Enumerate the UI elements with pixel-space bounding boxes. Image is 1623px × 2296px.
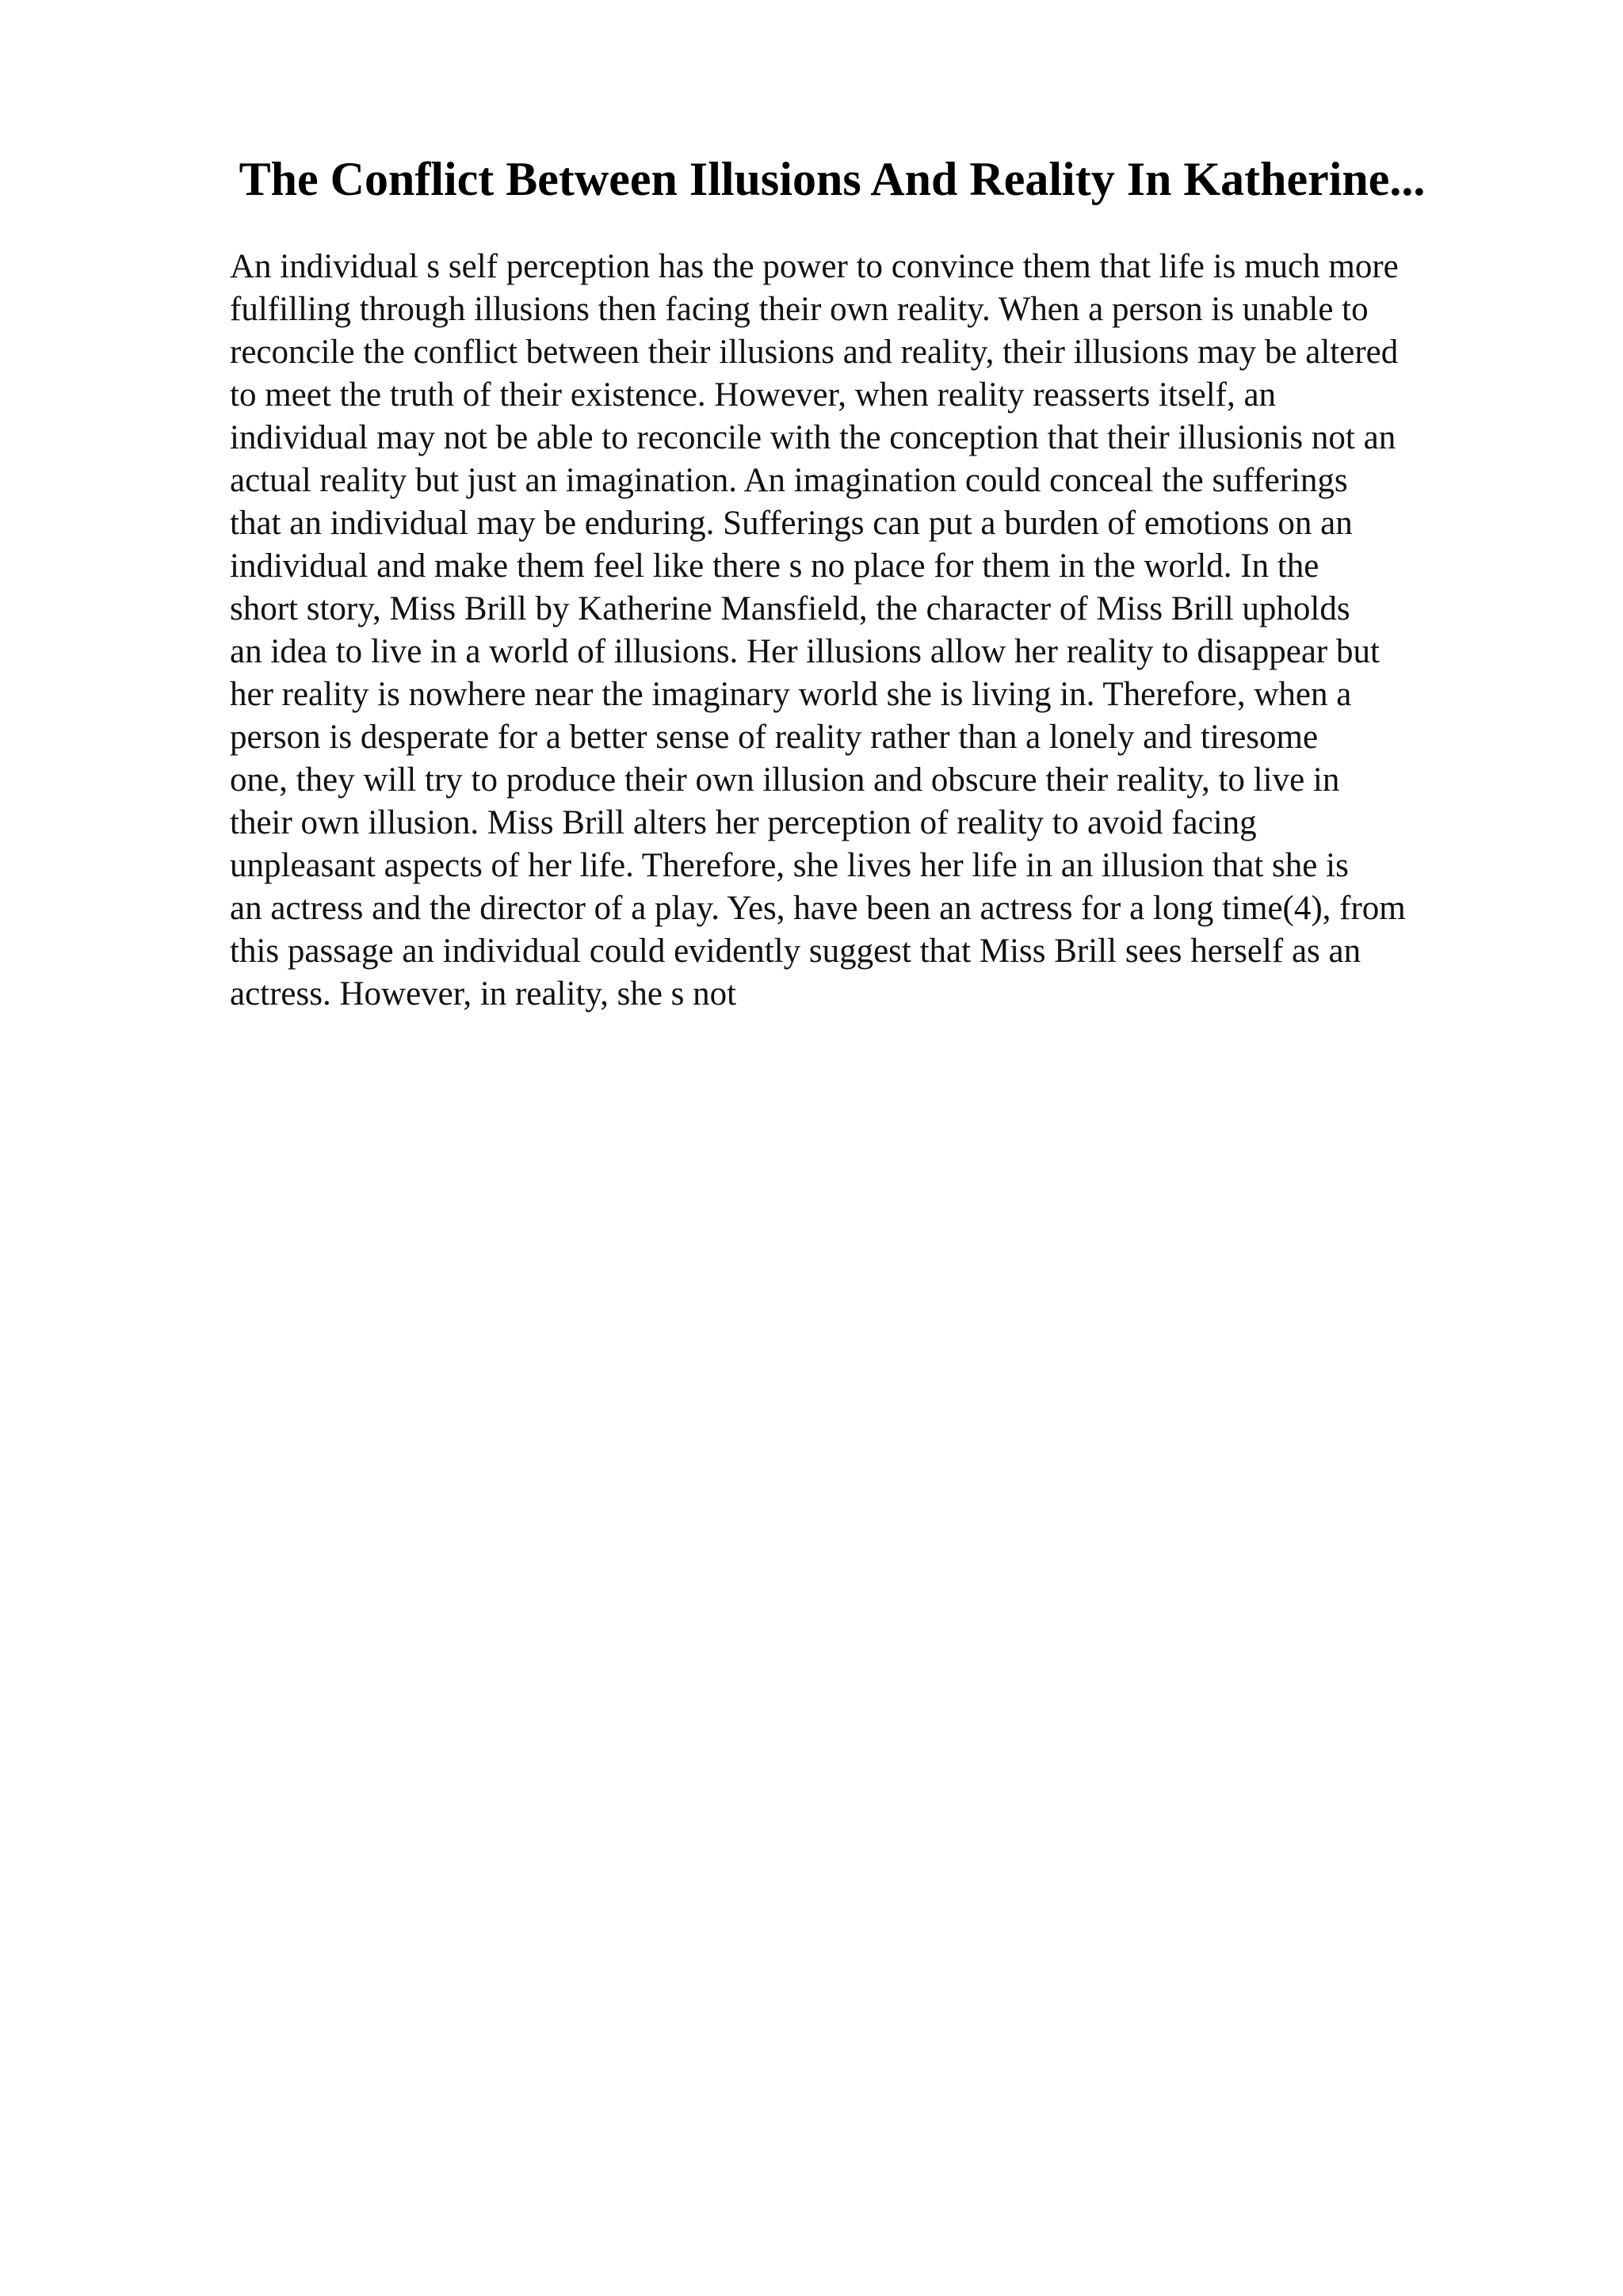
body-line: that an individual may be enduring. Sufferings can put a burden of emotions on an [230,505,1353,542]
body-line: an actress and the director of a play. Yes, have been an actress for a long time(4), from [230,890,1406,927]
body-line: actress. However, in reality, she s not [230,975,737,1013]
body-line: individual and make them feel like there s no place for them in the world. In the [230,547,1319,585]
body-line: An individual s self perception has the power to convince them that life is much more [230,248,1399,285]
body-line: this passage an individual could evidently suggest that Miss Brill sees herself as an [230,933,1361,970]
body-line: person is desperate for a better sense of reality rather than a lonely and tiresome [230,719,1319,756]
body-line: short story, Miss Brill by Katherine Mansfield, the character of Miss Brill upholds [230,590,1350,627]
body-line: to meet the truth of their existence. However, when reality reasserts itself, an [230,376,1277,414]
body-line: individual may not be able to reconcile with the conception that their illusionis not an [230,419,1396,456]
body-line: one, they will try to produce their own illusion and obscure their reality, to live in [230,761,1340,799]
body-line: fulfilling through illusions then facing their own reality. When a person is unable to [230,291,1369,328]
body-line: their own illusion. Miss Brill alters her perception of reality to avoid facing [230,804,1257,841]
document-title: The Conflict Between Illusions And Reality In Katherine... [239,153,1426,205]
body-line: reconcile the conflict between their illusions and reality, their illusions may be altered [230,334,1399,371]
body-line: her reality is nowhere near the imaginary world she is living in. Therefore, when a [230,676,1352,713]
body-line: an idea to live in a world of illusions. Her illusions allow her reality to disappear but [230,633,1380,670]
body-line: actual reality but just an imagination. An imagination could conceal the sufferings [230,462,1348,499]
body-line: unpleasant aspects of her life. Therefore, she lives her life in an illusion that she is [230,847,1349,884]
document-body [230,246,1529,1016]
